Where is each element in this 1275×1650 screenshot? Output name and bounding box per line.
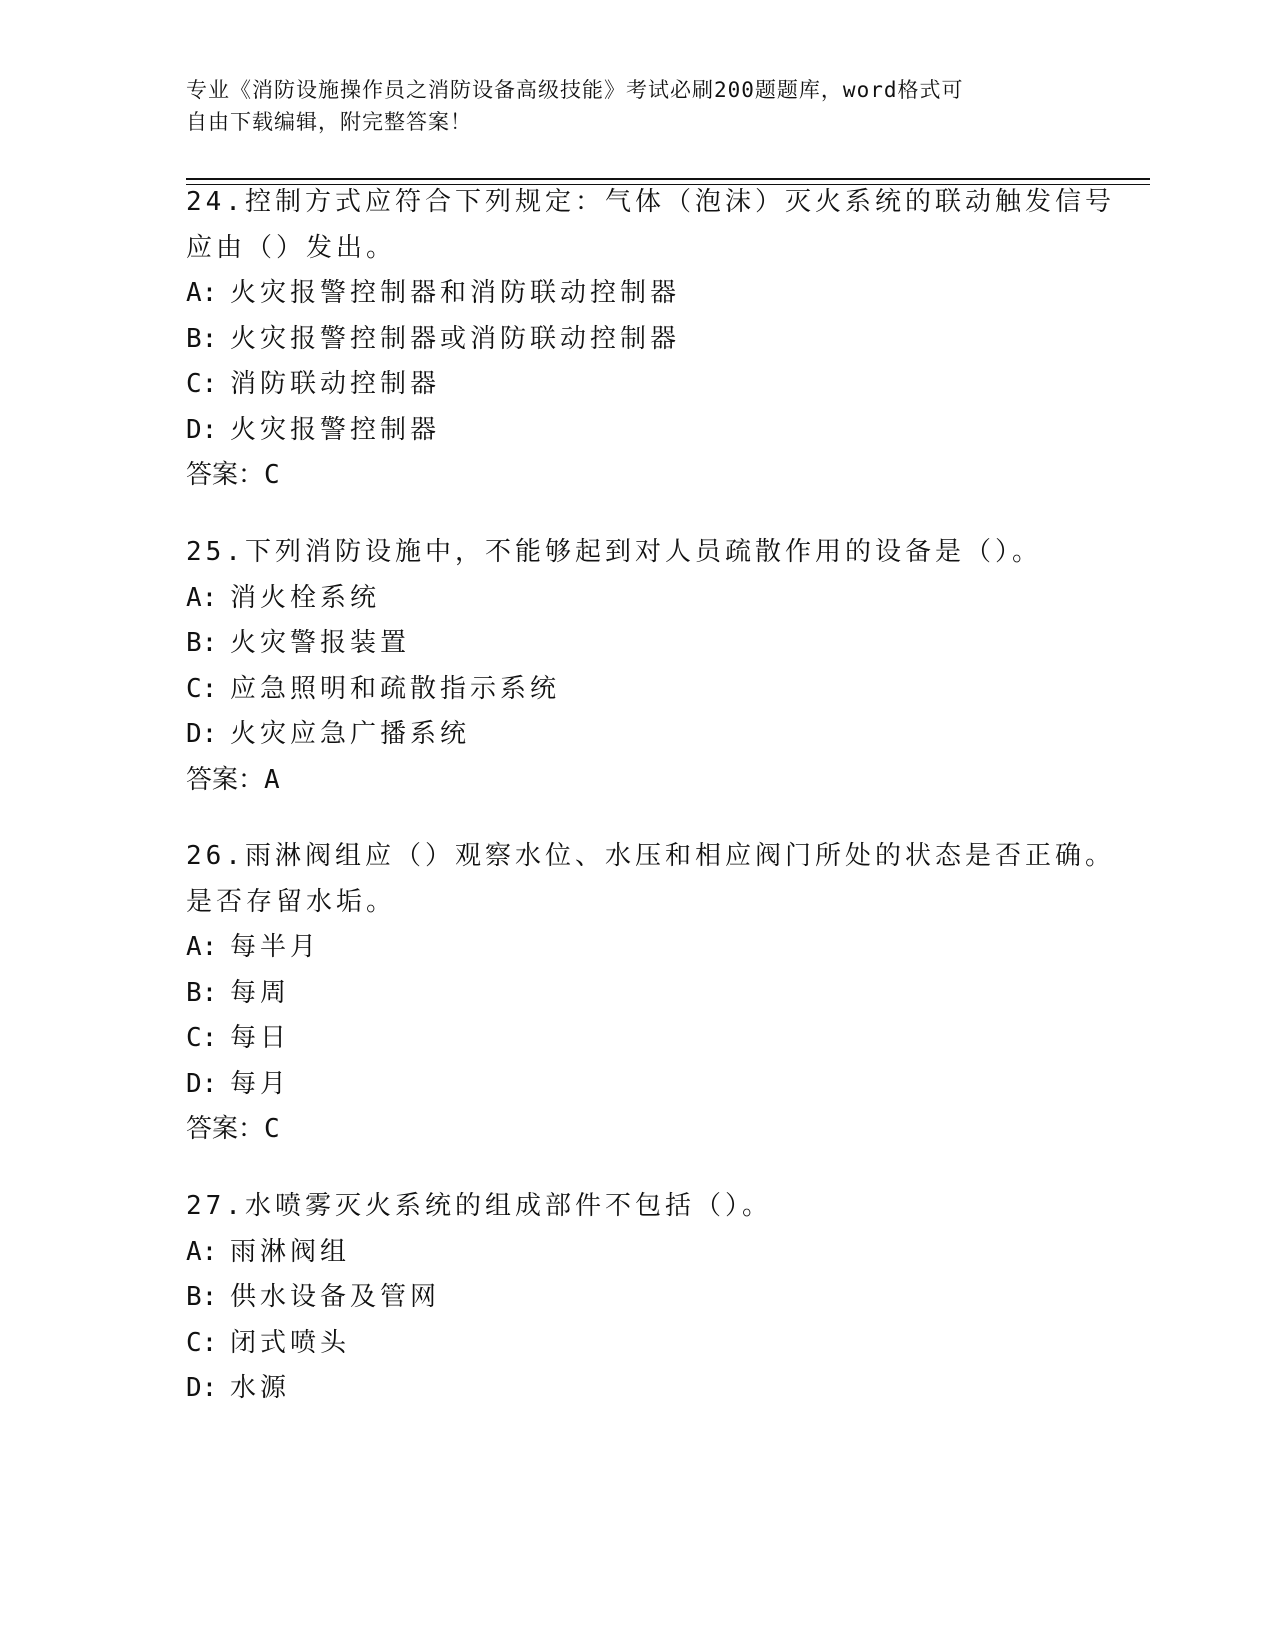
- option-text: 火灾报警控制器或消防联动控制器: [230, 323, 681, 354]
- option-c: [186, 1016, 1086, 1062]
- option-d: [186, 1366, 1086, 1412]
- answer-line: [186, 758, 1086, 804]
- option-label: B:: [186, 1282, 218, 1312]
- option-label: A:: [186, 932, 218, 962]
- question-stem: 25.下列消防设施中，不能够起到对人员疏散作用的设备是（）。: [186, 537, 1042, 567]
- option-d: [186, 1062, 1086, 1108]
- answer-value: A: [264, 764, 280, 795]
- answer-line: [186, 453, 1086, 499]
- option-text: 火灾报警控制器和消防联动控制器: [230, 278, 681, 308]
- option-label: C:: [186, 1023, 218, 1053]
- option-text: 每月: [230, 1068, 291, 1099]
- option-label: A:: [186, 278, 218, 308]
- answer-label: 答案：: [186, 1114, 265, 1144]
- option-text: 应急照明和疏散指示系统: [230, 673, 561, 704]
- option-label: D:: [186, 1373, 218, 1403]
- answer-line: [186, 1107, 1086, 1153]
- answer-label: 答案：: [186, 764, 265, 795]
- option-b: [186, 971, 1086, 1017]
- option-text: 雨淋阀组: [230, 1236, 351, 1267]
- option-a: [186, 271, 1086, 317]
- option-a: [186, 925, 1086, 971]
- option-label: C:: [186, 673, 218, 704]
- option-c: [186, 1321, 1086, 1367]
- option-label: C:: [186, 369, 218, 399]
- option-b: [186, 317, 1086, 363]
- option-text: 火灾警报装置: [230, 628, 411, 658]
- question-stem: 应由（）发出。: [186, 232, 397, 263]
- option-text: 每半月: [230, 932, 321, 962]
- option-text: 闭式喷头: [230, 1327, 351, 1358]
- answer-value: C: [264, 460, 280, 490]
- question-26: [186, 834, 1115, 1153]
- option-label: B:: [186, 323, 218, 354]
- option-text: 火灾报警控制器: [230, 414, 441, 445]
- answer-value: C: [264, 1114, 280, 1144]
- header-line-2: 自由下载编辑，附完整答案！: [186, 110, 472, 134]
- option-b: [186, 621, 1086, 667]
- question-25: [186, 530, 1086, 803]
- option-label: B:: [186, 628, 218, 658]
- option-text: 消火栓系统: [230, 582, 381, 613]
- option-a: [186, 576, 1086, 622]
- option-d: [186, 712, 1086, 758]
- question-24: [186, 180, 1115, 499]
- option-text: 水源: [230, 1373, 291, 1403]
- option-label: A:: [186, 1236, 218, 1267]
- option-c: [186, 667, 1086, 713]
- option-label: D:: [186, 1068, 218, 1099]
- option-a: [186, 1230, 1086, 1276]
- option-b: [186, 1275, 1086, 1321]
- question-stem: 24.控制方式应符合下列规定：气体（泡沫）灭火系统的联动触发信号: [186, 187, 1115, 217]
- question-stem: 是否存留水垢。: [186, 886, 397, 917]
- option-c: [186, 362, 1086, 408]
- question-stem: 26.雨淋阀组应（）观察水位、水压和相应阀门所处的状态是否正确。: [186, 841, 1115, 871]
- document-header: [186, 74, 1066, 138]
- option-label: D:: [186, 414, 218, 445]
- option-text: 消防联动控制器: [230, 369, 441, 399]
- option-d: [186, 408, 1086, 454]
- option-text: 火灾应急广播系统: [230, 719, 471, 749]
- header-line-1: 专业《消防设施操作员之消防设备高级技能》考试必刷200题题库，word格式可: [186, 78, 964, 102]
- option-label: D:: [186, 719, 218, 749]
- option-text: 每周: [230, 977, 291, 1008]
- option-text: 供水设备及管网: [230, 1282, 441, 1312]
- answer-label: 答案：: [186, 460, 265, 490]
- option-label: C:: [186, 1327, 218, 1358]
- option-label: B:: [186, 977, 218, 1008]
- option-text: 每日: [230, 1023, 291, 1053]
- question-stem: 27.水喷雾灭火系统的组成部件不包括（）。: [186, 1191, 772, 1221]
- option-label: A:: [186, 582, 218, 613]
- question-27: [186, 1184, 1086, 1412]
